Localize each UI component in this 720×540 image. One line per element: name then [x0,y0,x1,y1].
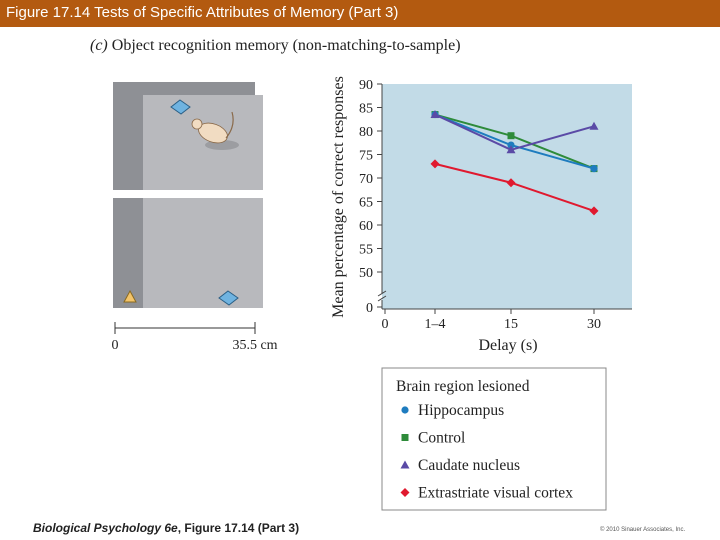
header-title: Figure 17.14 Tests of Specific Attributes of Memory (Part 3) [6,4,399,21]
legend-marker-control [402,434,409,441]
y-tick-label: 85 [359,101,373,117]
y-tick-label: 50 [359,266,373,281]
rat-head-icon [192,119,202,129]
footer-book-title: Biological Psychology 6e [33,521,178,535]
y-tick-label: 60 [359,219,373,234]
legend-label-hippocampus: Hippocampus [418,402,505,419]
legend-label-caudate-nucleus: Caudate nucleus [418,457,521,474]
legend-marker-hippocampus [401,406,408,413]
legend-title: Brain region lesioned [396,378,530,395]
maze-divider [113,190,255,198]
maze-compartment-bottom [143,198,263,308]
panel-letter: (c) [90,37,108,54]
x-tick-label: 1–4 [424,317,446,332]
legend-label-control: Control [418,429,466,447]
y-tick-label: 55 [359,242,373,258]
plot-background [382,84,632,309]
y-tick-label: 80 [359,125,373,140]
y-tick-label: 75 [359,148,373,164]
y-tick-label: 90 [359,78,373,93]
footer-figure-ref: , Figure 17.14 (Part 3) [177,521,300,535]
x-tick-label: 0 [381,317,389,332]
legend-label-extrastriate-visual-cortex: Extrastriate visual cortex [418,484,573,502]
y-axis-label: Mean percentage of correct responses [330,76,347,318]
data-point-control [508,132,515,139]
y-tick-label: 70 [359,172,373,187]
footer-caption [33,521,299,535]
footer-copyright: © 2010 Sinauer Associates, Inc. [600,527,686,533]
scale-label-end: 35.5 cm [232,338,278,353]
x-ticks [382,309,602,332]
x-axis-label: Delay (s) [478,337,538,354]
y-ticks [359,78,382,316]
y-tick-label: 65 [359,195,373,211]
scale-label-start: 0 [111,338,119,353]
x-tick-label: 15 [504,317,518,332]
maze-compartment-top [143,95,263,190]
maze-illustration [112,82,278,353]
x-tick-label: 30 [587,317,601,332]
panel-title-text: Object recognition memory (non-matching-to-sample) [111,37,461,54]
data-point-hippocampus [590,165,597,172]
y-tick-label: 0 [366,301,373,316]
